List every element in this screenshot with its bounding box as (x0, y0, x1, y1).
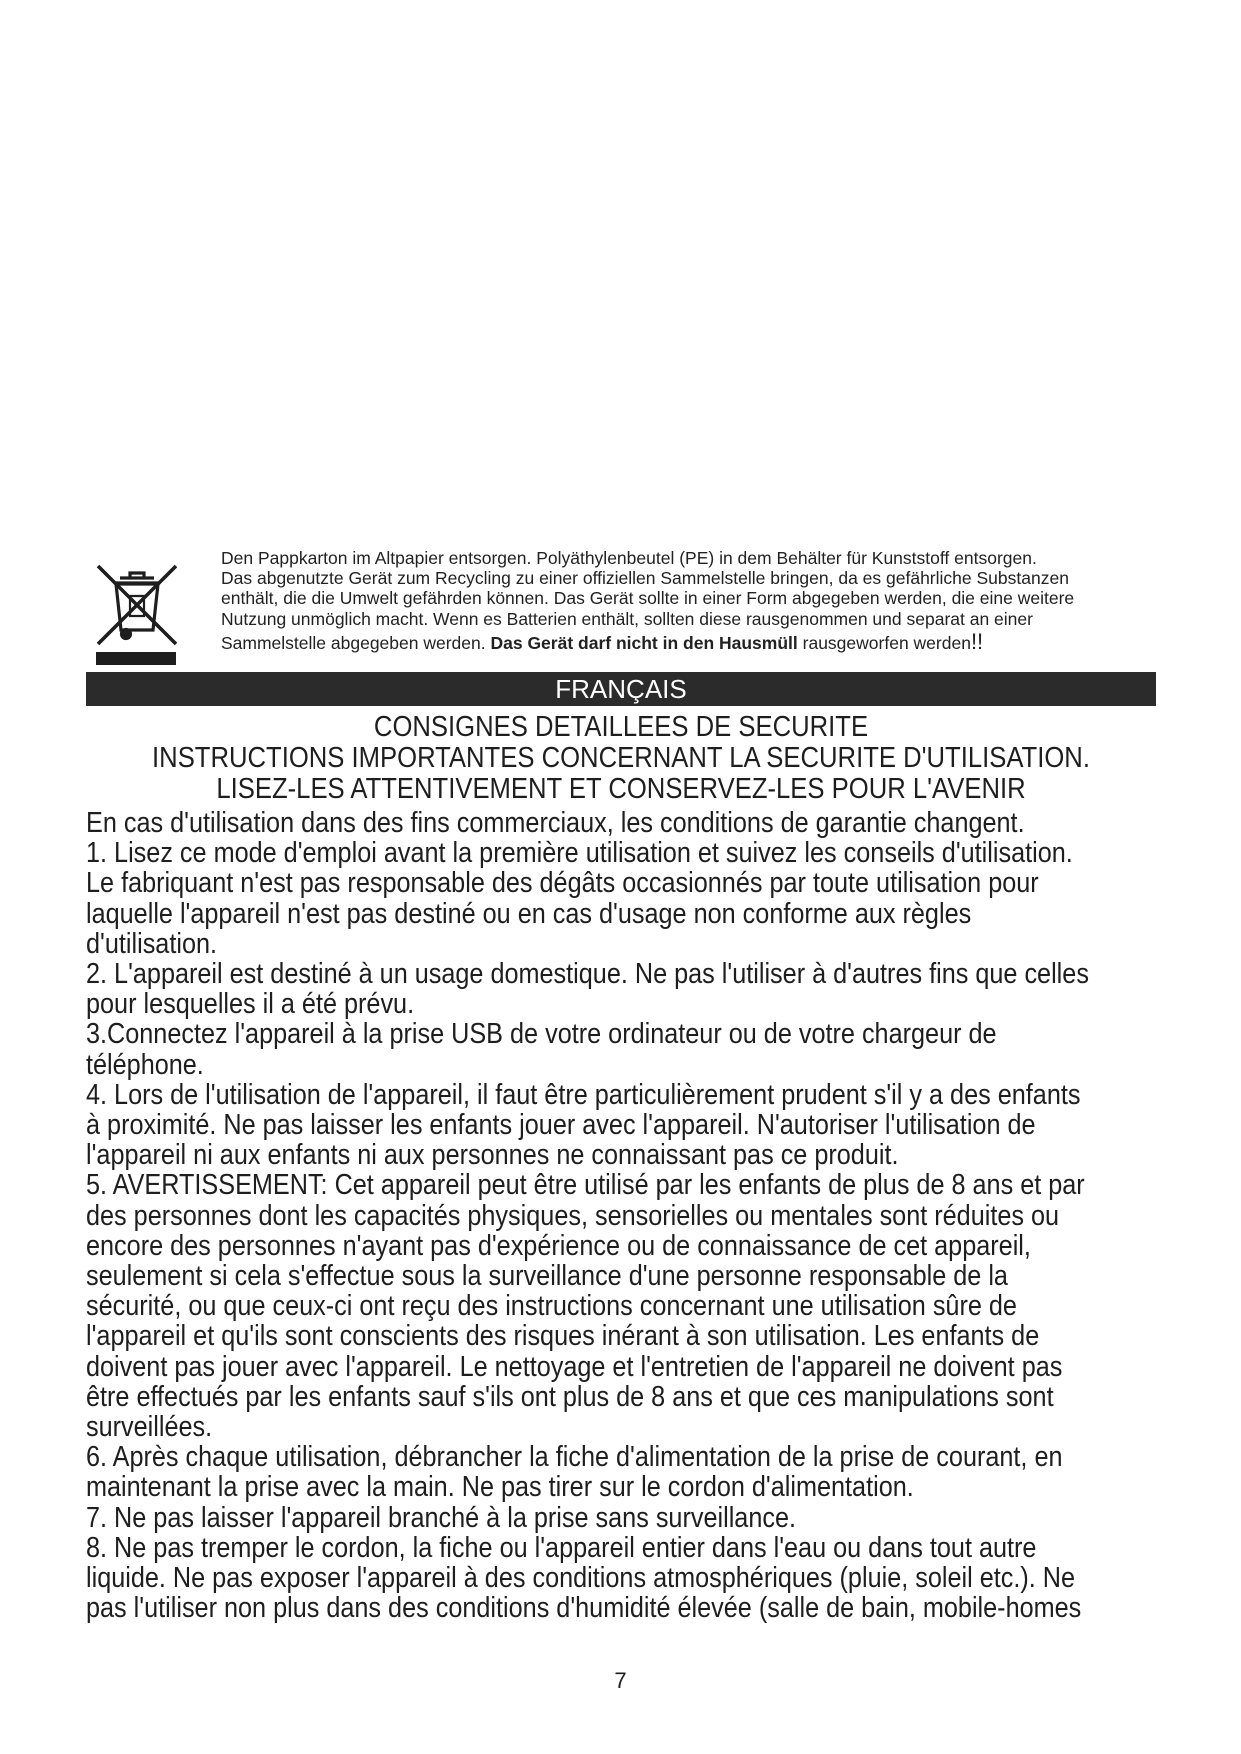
body-line: encore des personnes n'ayant pas d'expérience ou de connaissance de cet appareil, (86, 1229, 1031, 1262)
body-line: maintenant la prise avec la main. Ne pas tirer sur le cordon d'alimentation. (86, 1471, 914, 1504)
body-line: doivent pas jouer avec l'appareil. Le nettoyage et l'entretien de l'appareil ne doivent pas (86, 1350, 1063, 1383)
body-line: être effectués par les enfants sauf s'ils ont plus de 8 ans et que ces manipulations sont (86, 1380, 1054, 1413)
body-line: 2. L'appareil est destiné à un usage domestique. Ne pas l'utiliser à d'autres fins que celles (86, 958, 1089, 991)
disposal-notice (221, 548, 1181, 653)
disposal-exclaim: !! (970, 628, 984, 654)
body-line: 7. Ne pas laisser l'appareil branché à la prise sans surveillance. (86, 1501, 797, 1534)
body-line: d'utilisation. (86, 927, 218, 960)
disposal-line: enthält, die die Umwelt gefährden können. Das Gerät sollte in einer Form abgegeben werden, die eine weitere (221, 588, 1075, 609)
crossed-out-wheelie-bin-icon (92, 560, 182, 672)
safety-instructions (86, 808, 1139, 1623)
body-line: surveillées. (86, 1411, 213, 1444)
body-line: laquelle l'appareil n'est pas destiné ou en cas d'usage non conforme aux règles (86, 897, 972, 930)
body-line: 3.Connectez l'appareil à la prise USB de votre ordinateur ou de votre chargeur de (86, 1018, 997, 1051)
body-line: 4. Lors de l'utilisation de l'appareil, il faut être particulièrement prudent s'il y a des enfants (86, 1078, 1081, 1111)
title-line-3: LISEZ-LES ATTENTIVEMENT ET CONSERVEZ-LES POUR L'AVENIR (216, 773, 1026, 805)
disposal-last-line (221, 628, 1181, 654)
body-line: sécurité, ou que ceux-ci ont reçu des instructions concernant une utilisation sûre de (86, 1290, 1017, 1323)
page-number: 7 (614, 1668, 627, 1693)
title-line-2: INSTRUCTIONS IMPORTANTES CONCERNANT LA SECURITE D'UTILISATION. (152, 742, 1090, 774)
disposal-warning-bold: Das Gerät darf nicht in den Hausmüll (490, 632, 798, 653)
disposal-line: Nutzung unmöglich macht. Wenn es Batterien enthält, sollten diese rausgenommen und separat an einer (221, 608, 1033, 629)
body-line: seulement si cela s'effectue sous la surveillance d'une personne responsable de la (86, 1260, 1008, 1293)
disposal-last-end: rausgeworfen werden (797, 632, 971, 653)
body-line: pour lesquelles il a été prévu. (86, 988, 415, 1021)
safety-titles (140, 712, 1103, 805)
body-line: l'appareil ni aux enfants ni aux personnes ne connaissant pas ce produit. (86, 1139, 899, 1172)
disposal-line: Den Pappkarton im Altpapier entsorgen. Polyäthylenbeutel (PE) in dem Behälter für Kunststoff entsorgen. (221, 548, 1037, 568)
body-line: 5. AVERTISSEMENT: Cet appareil peut être utilisé par les enfants de plus de 8 ans et par (86, 1169, 1085, 1202)
disposal-line: Das abgenutzte Gerät zum Recycling zu einer offiziellen Sammelstelle bringen, da es gefährliche Substanzen (221, 568, 1069, 589)
body-line: liquide. Ne pas exposer l'appareil à des conditions atmosphériques (pluie, soleil etc.). Ne (86, 1562, 1076, 1595)
language-section-bar: FRANÇAIS (86, 672, 1156, 706)
body-line: pas l'utiliser non plus dans des conditions d'humidité élevée (salle de bain, mobile-homes (86, 1592, 1082, 1625)
body-line: à proximité. Ne pas laisser les enfants jouer avec l'appareil. N'autoriser l'utilisation de (86, 1109, 1036, 1142)
body-line: 6. Après chaque utilisation, débrancher la fiche d'alimentation de la prise de courant, en (86, 1441, 1063, 1474)
body-line: des personnes dont les capacités physiques, sensorielles ou mentales sont réduites ou (86, 1199, 1060, 1232)
body-line: En cas d'utilisation dans des fins commerciaux, les conditions de garantie changent. (86, 807, 1025, 839)
body-line: téléphone. (86, 1048, 204, 1081)
body-line: l'appareil et qu'ils sont conscients des risques inérant à son utilisation. Les enfants de (86, 1320, 1040, 1353)
body-line: 8. Ne pas tremper le cordon, la fiche ou l'appareil entier dans l'eau ou dans tout autre (86, 1531, 1037, 1564)
title-line-1: CONSIGNES DETAILLEES DE SECURITE (373, 711, 869, 743)
disposal-last-start: Sammelstelle abgegeben werden. (221, 632, 491, 653)
body-line: 1. Lisez ce mode d'emploi avant la première utilisation et suivez les conseils d'utilisation. (86, 837, 1073, 870)
body-line: Le fabriquant n'est pas responsable des dégâts occasionnés par toute utilisation pour (86, 867, 1039, 900)
